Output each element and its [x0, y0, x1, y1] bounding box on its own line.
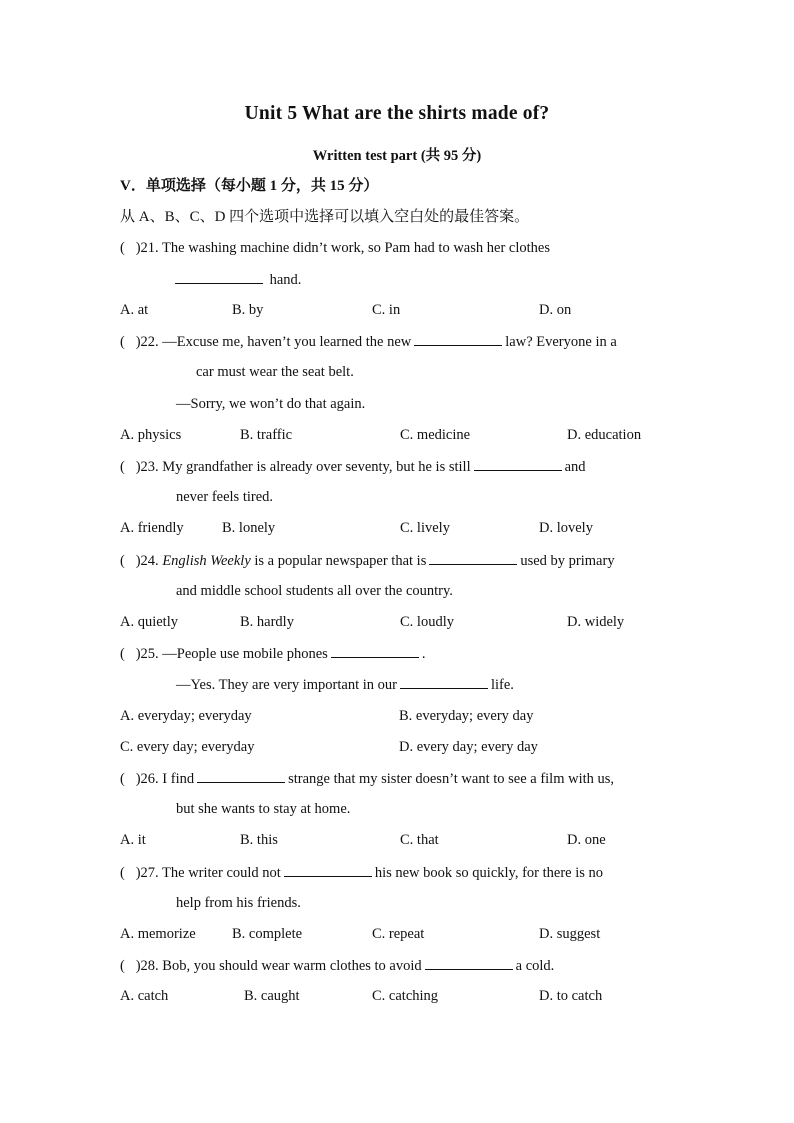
question-21-option-c: C. in [372, 302, 401, 318]
question-text: )25. —People use mobile phones [135, 646, 328, 662]
question-27-option-a: A. memorize [120, 926, 196, 942]
question-24-option-c: C. loudly [400, 614, 454, 630]
question-28-option-c: C. catching [372, 988, 439, 1004]
question-24-option-a: A. quietly [120, 614, 178, 630]
question-text: used by primary [520, 553, 615, 569]
question-text: )28. Bob, you should wear warm clothes to avoid [135, 958, 422, 974]
question-25-option-a: A. everyday; everyday [120, 708, 252, 724]
question-22-line-2: car must wear the seat belt. [196, 364, 354, 380]
question-text: his new book so quickly, for there is no [374, 865, 604, 881]
question-text: )21. The washing machine didn’t work, so Pam had to wash her clothes [135, 240, 550, 256]
question-24-line-2: and middle school students all over the country. [176, 583, 453, 599]
question-24-line-1 [120, 551, 615, 570]
answer-paren: ( [120, 771, 125, 787]
answer-paren: ( [120, 240, 125, 256]
question-26-option-a: A. it [120, 832, 146, 848]
question-22-option-a: A. physics [120, 427, 182, 443]
section-heading: V．单项选择（每小题 1 分，共 15 分） [120, 178, 379, 194]
answer-blank [425, 956, 513, 970]
question-23-option-b: B. lonely [222, 520, 276, 536]
question-26-option-d: D. one [567, 832, 606, 848]
question-text: is a popular newspaper that is [254, 553, 427, 569]
question-text: and [564, 459, 586, 475]
page-subtitle: Written test part (共 95 分) [312, 148, 482, 164]
question-text: life. [490, 677, 514, 693]
question-28-option-d: D. to catch [539, 988, 603, 1004]
question-27-line-1 [120, 863, 603, 882]
answer-paren: ( [120, 646, 125, 662]
page-title: Unit 5 What are the shirts made of? [244, 103, 550, 124]
answer-blank [197, 769, 285, 783]
question-21-line-1 [120, 239, 550, 257]
question-number: )24. [135, 553, 159, 569]
question-21-option-d: D. on [539, 302, 572, 318]
question-text: . [421, 646, 426, 662]
question-27-option-d: D. suggest [539, 926, 601, 942]
question-23-line-2: never feels tired. [176, 489, 274, 505]
question-22-option-c: C. medicine [400, 427, 471, 443]
answer-paren: ( [120, 334, 125, 350]
question-23-line-1 [120, 457, 586, 476]
question-21-option-a: A. at [120, 302, 149, 318]
question-27-line-2: help from his friends. [176, 895, 301, 911]
answer-blank [400, 675, 488, 689]
question-text: —Yes. They are very important in our [176, 677, 397, 693]
question-28-option-a: A. catch [120, 988, 169, 1004]
question-22-line-3: —Sorry, we won’t do that again. [176, 396, 366, 412]
question-28-line-1 [120, 956, 554, 975]
answer-paren: ( [120, 459, 125, 475]
question-28-option-b: B. caught [244, 988, 300, 1004]
question-26-option-c: C. that [400, 832, 439, 848]
question-text: )22. —Excuse me, haven’t you learned the new [135, 334, 412, 350]
question-text: )26. I find [135, 771, 195, 787]
question-23-option-c: C. lively [400, 520, 450, 536]
question-22-option-b: B. traffic [240, 427, 293, 443]
question-22-line-1 [120, 332, 617, 351]
question-text: law? Everyone in a [505, 334, 617, 350]
answer-blank [474, 457, 562, 471]
question-26-line-2: but she wants to stay at home. [176, 801, 351, 817]
newspaper-title: English Weekly [162, 553, 251, 569]
answer-paren: ( [120, 958, 125, 974]
answer-blank [175, 270, 263, 284]
question-27-option-c: C. repeat [372, 926, 425, 942]
question-25-line-2 [176, 675, 514, 694]
question-23-option-a: A. friendly [120, 520, 184, 536]
question-21-line-2 [172, 270, 301, 289]
question-27-option-b: B. complete [232, 926, 303, 942]
question-text: )23. My grandfather is already over seventy, but he is still [135, 459, 471, 475]
answer-blank [414, 332, 502, 346]
question-25-option-b: B. everyday; every day [399, 708, 534, 724]
question-24-option-d: D. widely [567, 614, 625, 630]
section-instruction: 从 A、B、C、D 四个选项中选择可以填入空白处的最佳答案。 [120, 209, 530, 225]
question-25-option-d: D. every day; every day [399, 739, 538, 755]
answer-paren: ( [120, 865, 125, 881]
answer-blank [331, 644, 419, 658]
question-21-option-b: B. by [232, 302, 264, 318]
question-25-line-1 [120, 644, 425, 663]
question-25-option-c: C. every day; everyday [120, 739, 255, 755]
question-text: a cold. [515, 958, 555, 974]
answer-blank [284, 863, 372, 877]
question-23-option-d: D. lovely [539, 520, 593, 536]
question-26-option-b: B. this [240, 832, 278, 848]
answer-blank [429, 551, 517, 565]
question-text: hand. [269, 272, 302, 288]
question-26-line-1 [120, 769, 614, 788]
question-text: )27. The writer could not [135, 865, 281, 881]
answer-paren: ( [120, 553, 125, 569]
question-22-option-d: D. education [567, 427, 642, 443]
question-24-option-b: B. hardly [240, 614, 294, 630]
question-text: strange that my sister doesn’t want to see a film with us, [288, 771, 615, 787]
